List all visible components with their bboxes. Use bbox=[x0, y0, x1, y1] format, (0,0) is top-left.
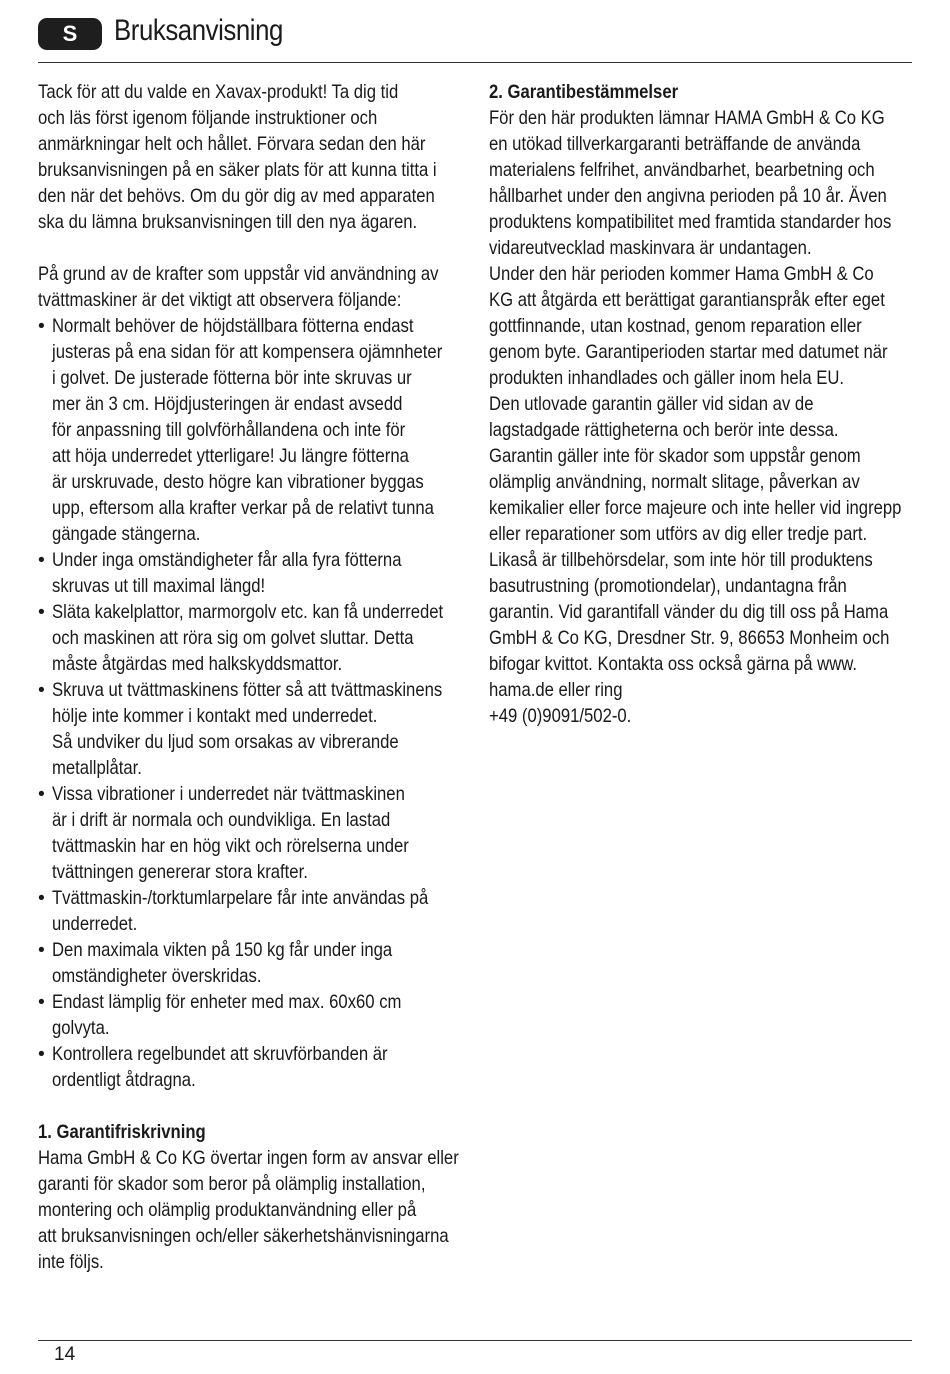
text-line: På grund av de krafter som uppstår vid användning av bbox=[38, 263, 439, 285]
bullet-icon: • bbox=[38, 549, 45, 571]
left-column bbox=[38, 79, 508, 1275]
section-heading: 1. Garantifriskrivning bbox=[38, 1121, 206, 1143]
list-item bbox=[38, 1041, 508, 1093]
text-line: metallplåtar. bbox=[52, 757, 142, 779]
text-line: KG att åtgärda ett berättigat garantianspråk efter eget bbox=[489, 289, 885, 311]
text-line: ordentligt åtdragna. bbox=[52, 1069, 196, 1091]
text-line: skruvas ut till maximal längd! bbox=[52, 575, 266, 597]
text-line: att bruksanvisningen och/eller säkerhetshänvisningarna bbox=[38, 1225, 449, 1247]
text-line: hama.de eller ring bbox=[489, 679, 623, 701]
text-line: hölje inte kommer i kontakt med underredet. bbox=[52, 705, 378, 727]
list-item bbox=[38, 781, 508, 885]
text-line: Garantin gäller inte för skador som uppstår genom bbox=[489, 445, 861, 467]
text-line: genom byte. Garantiperioden startar med datumet när bbox=[489, 341, 888, 363]
text-line: Vissa vibrationer i underredet när tvättmaskinen bbox=[52, 783, 405, 805]
text-line: är urskruvade, desto högre kan vibrationer byggas bbox=[52, 471, 424, 493]
text-line: Hama GmbH & Co KG övertar ingen form av ansvar eller bbox=[38, 1147, 459, 1169]
text-line: olämplig användning, normalt slitage, påverkan av bbox=[489, 471, 860, 493]
text-line: vidareutvecklad maskinvara är undantagen. bbox=[489, 237, 812, 259]
text-line: upp, eftersom alla krafter verkar på de relativt tunna bbox=[52, 497, 434, 519]
bullet-icon: • bbox=[38, 887, 45, 909]
text-line: bifogar kvittot. Kontakta oss också gärna på www. bbox=[489, 653, 857, 675]
text-line: Likaså är tillbehörsdelar, som inte hör till produktens bbox=[489, 549, 873, 571]
text-line: Endast lämplig för enheter med max. 60x60 cm bbox=[52, 991, 402, 1013]
text-line: hållbarhet under den angivna perioden på 10 år. Även bbox=[489, 185, 887, 207]
text-line: Under den här perioden kommer Hama GmbH & Co bbox=[489, 263, 874, 285]
text-line: Tack för att du valde en Xavax-produkt! Ta dig tid bbox=[38, 81, 399, 103]
text-line: mer än 3 cm. Höjdjusteringen är endast avsedd bbox=[52, 393, 403, 415]
bullet-icon: • bbox=[38, 939, 45, 961]
text-line: Skruva ut tvättmaskinens fötter så att tvättmaskinens bbox=[52, 679, 443, 701]
text-line: den när det behövs. Om du gör dig av med apparaten bbox=[38, 185, 435, 207]
lead-paragraph bbox=[38, 261, 508, 313]
text-line: golvyta. bbox=[52, 1017, 110, 1039]
text-line: GmbH & Co KG, Dresdner Str. 9, 86653 Monheim och bbox=[489, 627, 890, 649]
text-line: Under inga omständigheter får alla fyra fötterna bbox=[52, 549, 402, 571]
bullet-icon: • bbox=[38, 991, 45, 1013]
text-line: och maskinen att röra sig om golvet sluttar. Detta bbox=[52, 627, 414, 649]
intro-paragraph bbox=[38, 79, 508, 235]
text-line: inte följs. bbox=[38, 1251, 104, 1273]
text-line: Tvättmaskin-/torktumlarpelare får inte användas på bbox=[52, 887, 429, 909]
list-item bbox=[38, 937, 508, 989]
text-line: gängade stängerna. bbox=[52, 523, 201, 545]
page-header bbox=[38, 12, 912, 62]
text-line: montering och olämplig produktanvändning eller på bbox=[38, 1199, 417, 1221]
text-line: Kontrollera regelbundet att skruvförbanden är bbox=[52, 1043, 388, 1065]
text-line: för anpassning till golvförhållandena och inte för bbox=[52, 419, 406, 441]
section-disclaimer bbox=[38, 1119, 508, 1275]
text-line: i golvet. De justerade fötterna bör inte skruvas ur bbox=[52, 367, 412, 389]
text-line: +49 (0)9091/502-0. bbox=[489, 705, 632, 727]
section-warranty bbox=[489, 79, 950, 729]
text-line: att höja underredet ytterligare! Ju längre fötterna bbox=[52, 445, 409, 467]
list-item bbox=[38, 989, 508, 1041]
footer-divider bbox=[38, 1340, 912, 1341]
text-line: För den här produkten lämnar HAMA GmbH & Co KG bbox=[489, 107, 885, 129]
bullet-icon: • bbox=[38, 601, 45, 623]
text-line: Släta kakelplattor, marmorgolv etc. kan få underredet bbox=[52, 601, 444, 623]
language-badge: S bbox=[38, 18, 102, 50]
bullet-icon: • bbox=[38, 315, 45, 337]
text-line: underredet. bbox=[52, 913, 138, 935]
text-line: gottfinnande, utan kostnad, genom reparation eller bbox=[489, 315, 862, 337]
list-item bbox=[38, 677, 508, 781]
header-divider bbox=[38, 62, 912, 63]
text-line: Den utlovade garantin gäller vid sidan av de bbox=[489, 393, 814, 415]
text-line: Så undviker du ljud som orsakas av vibrerande bbox=[52, 731, 399, 753]
text-line: en utökad tillverkargaranti beträffande de använda bbox=[489, 133, 861, 155]
text-line: bruksanvisningen på en säker plats för att kunna titta i bbox=[38, 159, 437, 181]
bullet-icon: • bbox=[38, 679, 45, 701]
text-line: är i drift är normala och oundvikliga. En lastad bbox=[52, 809, 391, 831]
text-line: tvättningen genererar stora krafter. bbox=[52, 861, 308, 883]
text-line: måste åtgärdas med halkskyddsmattor. bbox=[52, 653, 343, 675]
list-item bbox=[38, 599, 508, 677]
text-line: anmärkningar helt och hållet. Förvara sedan den här bbox=[38, 133, 426, 155]
list-item bbox=[38, 547, 508, 599]
text-line: lagstadgade rättigheterna och berör inte dessa. bbox=[489, 419, 839, 441]
text-line: tvättmaskiner är det viktigt att observera följande: bbox=[38, 289, 402, 311]
text-line: Den maximala vikten på 150 kg får under inga bbox=[52, 939, 393, 961]
text-line: tvättmaskin har en hög vikt och rörelserna under bbox=[52, 835, 409, 857]
list-item bbox=[38, 885, 508, 937]
text-line: garantin. Vid garantifall vänder du dig till oss på Hama bbox=[489, 601, 889, 623]
text-line: ska du lämna bruksanvisningen till den nya ägaren. bbox=[38, 211, 418, 233]
text-line: eller reparationer som utförs av dig eller tredje part. bbox=[489, 523, 868, 545]
page-title: Bruksanvisning bbox=[114, 14, 283, 47]
page-number: 14 bbox=[54, 1344, 76, 1365]
text-line: omständigheter överskridas. bbox=[52, 965, 262, 987]
list-item bbox=[38, 313, 508, 547]
text-line: basutrustning (promotiondelar), undantagna från bbox=[489, 575, 847, 597]
text-line: produktens kompatibilitet med framtida standarder hos bbox=[489, 211, 892, 233]
section-heading: 2. Garantibestämmelser bbox=[489, 81, 679, 103]
text-line: Normalt behöver de höjdställbara fötterna endast bbox=[52, 315, 414, 337]
text-line: och läs först igenom följande instruktioner och bbox=[38, 107, 378, 129]
bullet-list bbox=[38, 313, 508, 1093]
text-line: garanti för skador som beror på olämplig installation, bbox=[38, 1173, 426, 1195]
text-line: justeras på ena sidan för att kompensera ojämnheter bbox=[52, 341, 443, 363]
bullet-icon: • bbox=[38, 783, 45, 805]
text-line: kemikalier eller force majeure och inte heller vid ingrepp bbox=[489, 497, 902, 519]
bullet-icon: • bbox=[38, 1043, 45, 1065]
right-column bbox=[489, 79, 950, 729]
text-line: produkten inhandlades och gäller inom hela EU. bbox=[489, 367, 845, 389]
text-line: materialens felfrihet, användbarhet, bearbetning och bbox=[489, 159, 875, 181]
